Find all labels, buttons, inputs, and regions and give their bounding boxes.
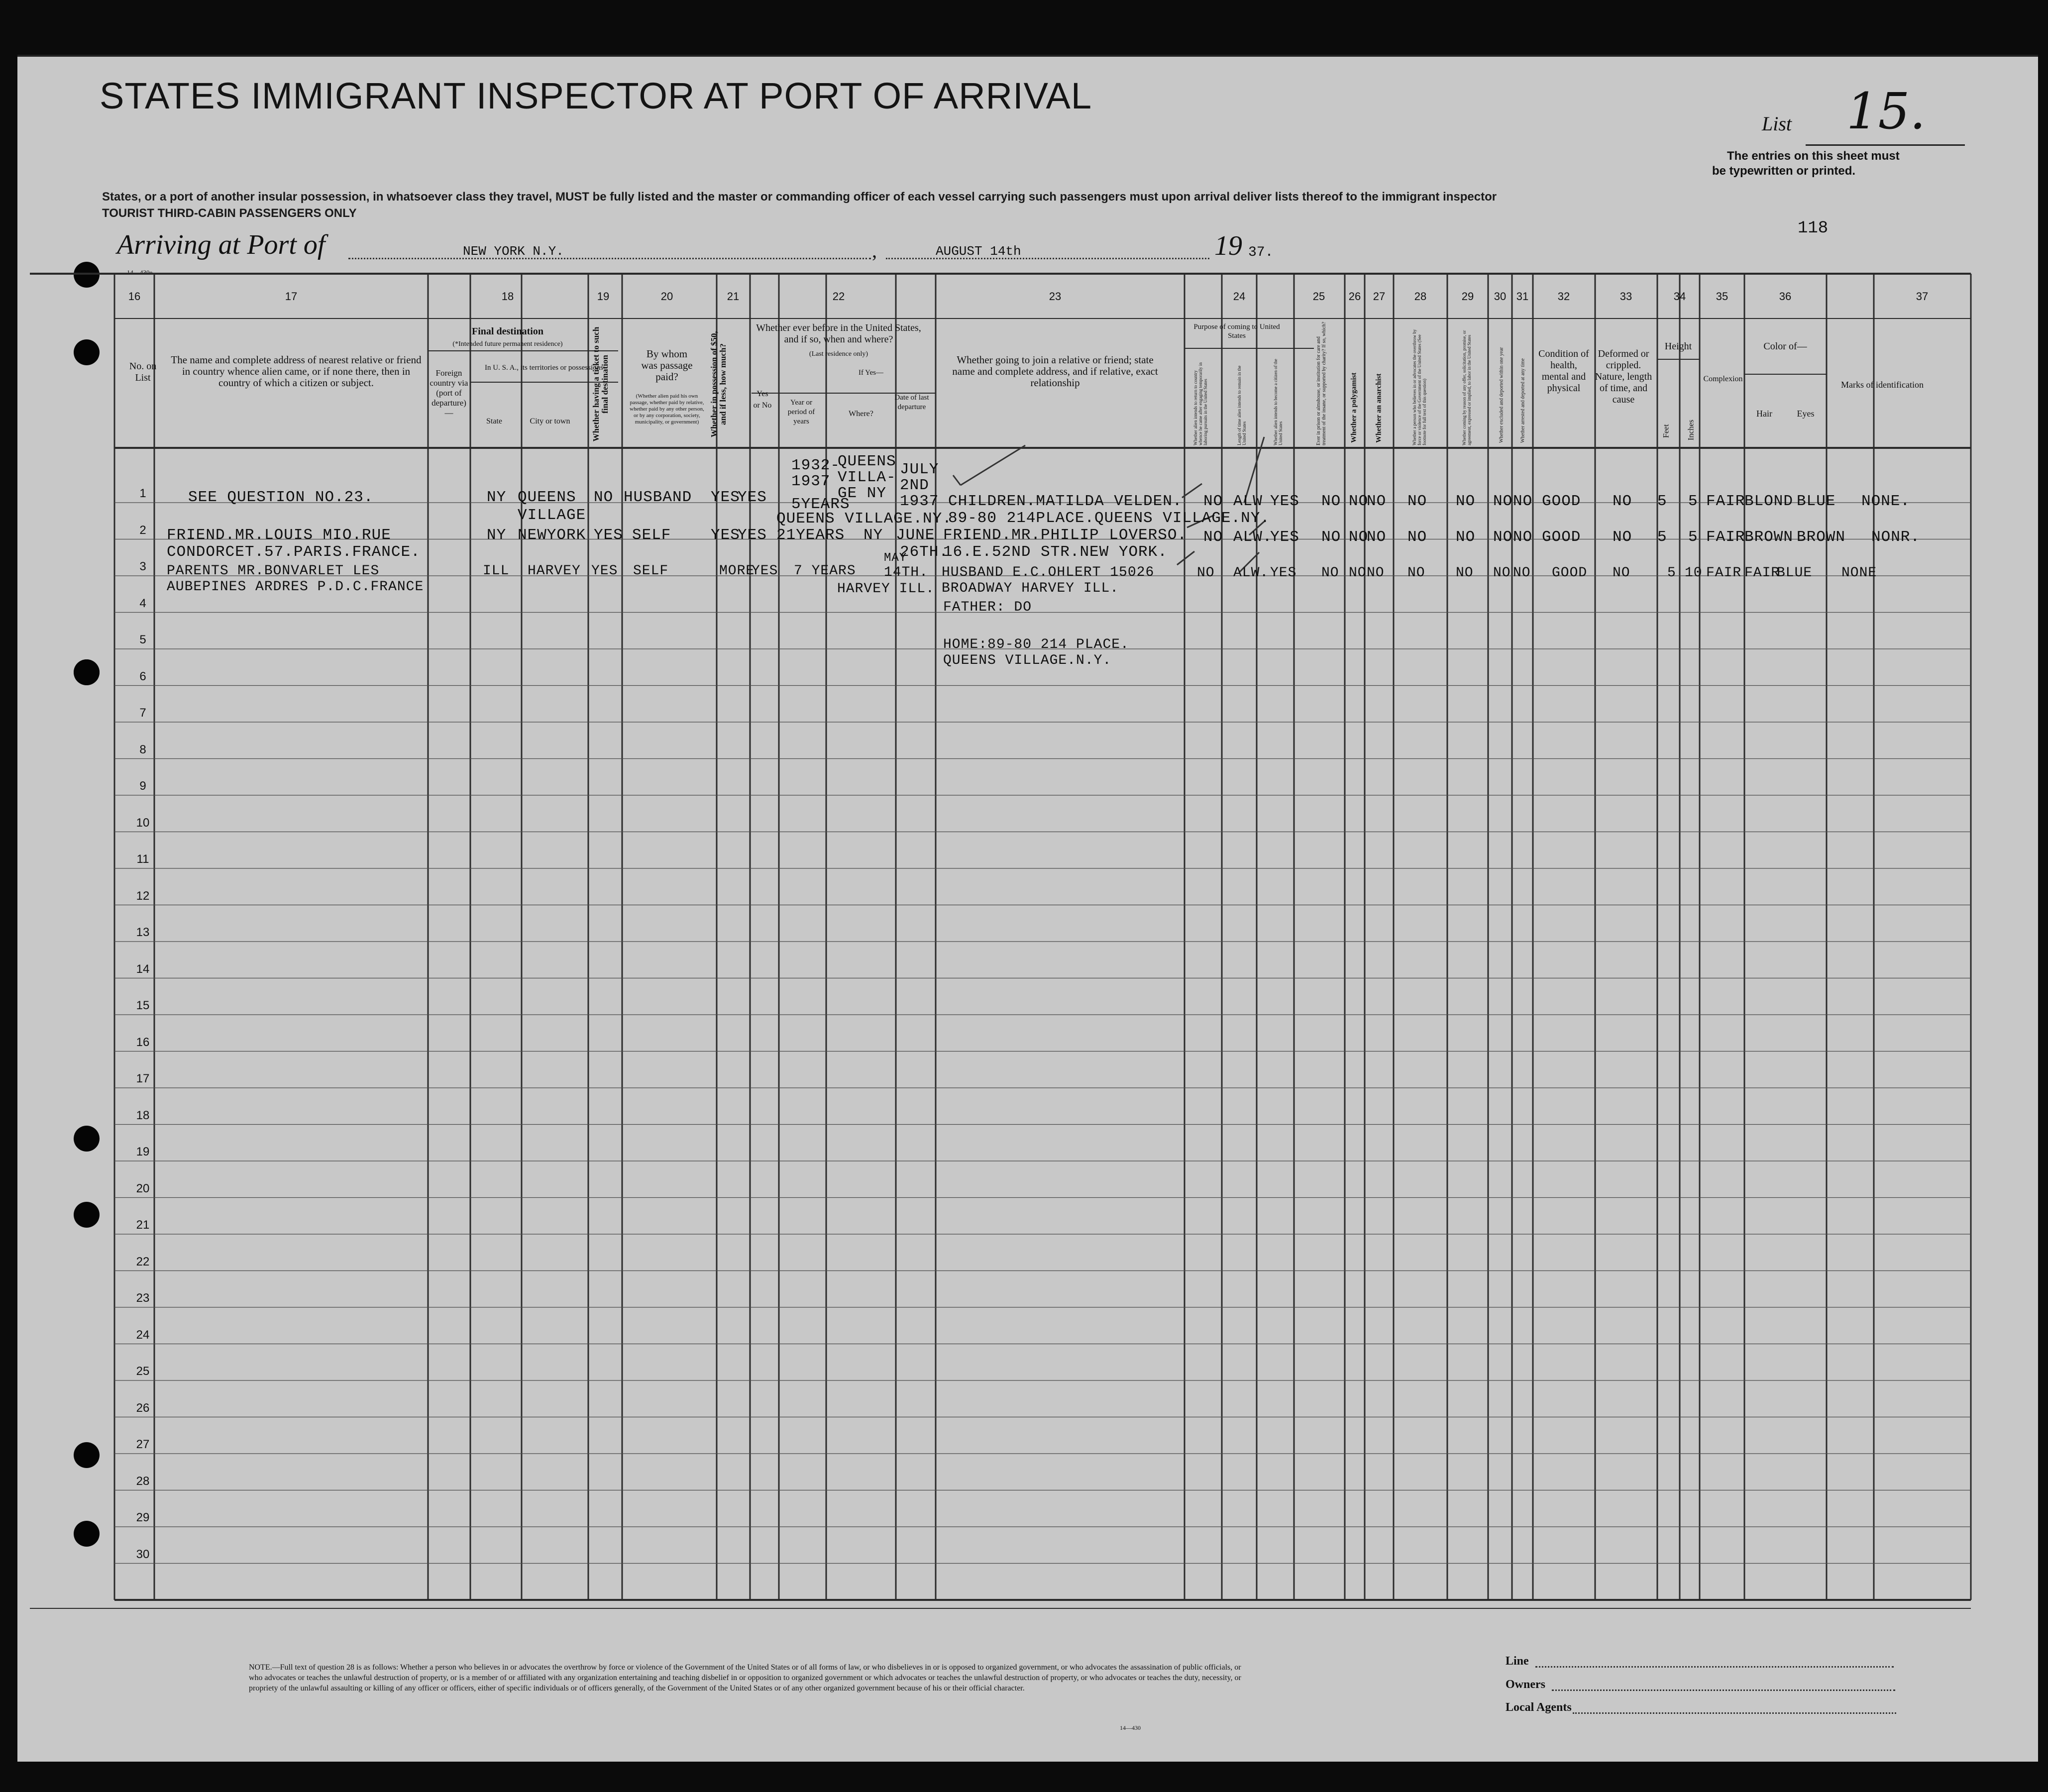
row-number: 13: [136, 926, 150, 939]
r2-complexion: FAIR: [1706, 528, 1745, 546]
r2-28: NO: [1407, 528, 1427, 546]
row-number: 11: [136, 852, 149, 866]
r1-24a: NO: [1203, 493, 1223, 510]
r2-eyes: BROWN: [1797, 528, 1846, 546]
entries-note-1: The entries on this sheet must: [1727, 149, 1900, 163]
r3-before-yn: YES: [752, 563, 778, 579]
column-number: 31: [1516, 290, 1529, 303]
col-37-header: Marks of identification: [1841, 380, 1924, 390]
col-18-city: City or town: [530, 417, 570, 425]
r2-feet: 5: [1657, 528, 1667, 546]
subtitle-line-1: States, or a port of another insular possession, in whatsoever class they travel, MUST be fully listed and the master or commanding officer of each vessel carrying such passengers must upon arrival deliver lists thereof to the immigrant inspector: [102, 190, 1497, 204]
page-title: STATES IMMIGRANT INSPECTOR AT PORT OF ARRIVAL: [100, 75, 1092, 116]
col-21-header: Whether in possession of $50, and if less, how much?: [709, 331, 728, 437]
r2-before-date-2: 26TH.: [900, 543, 949, 561]
r3-25: NO: [1321, 565, 1339, 581]
col-19-header: Whether having a ticket to such final destination: [591, 326, 610, 442]
r3-marks: NONE: [1841, 565, 1877, 581]
col-26-header: Whether a polygamist: [1350, 372, 1358, 443]
col-20-note: (Whether alien paid his own passage, whether paid by relative, whether paid by any other person, or by any corporation, society, municipality, or government): [630, 393, 704, 425]
col-23-header: Whether going to join a relative or friend; state name and complete address, and if relative, exact relationship: [952, 354, 1158, 389]
owners-label: Owners: [1506, 1678, 1545, 1691]
r2-before-years-2: 21YEARS: [776, 527, 845, 544]
owners-field: [1552, 1689, 1895, 1691]
r3-city: HARVEY: [528, 563, 581, 579]
col-29-header: Whether coming by reason of any offer, solicitation, promise, or agreement, expressed or implied, to labor in the United States: [1462, 330, 1472, 445]
r3-join-3: FATHER: DO: [943, 600, 1032, 615]
r3-join-5: QUEENS VILLAGE.N.Y.: [943, 653, 1112, 668]
r3-paid-by: SELF: [633, 563, 669, 579]
row-number: 1: [139, 487, 146, 500]
r2-state: NY: [487, 527, 507, 544]
r3-before-date-2: 14TH.: [884, 565, 929, 580]
col-27-header: Whether an anarchist: [1375, 373, 1383, 443]
col-18-usa: In U. S. A., its territories or possessions: [485, 364, 603, 372]
footer-form-code: 14—430: [1120, 1724, 1141, 1731]
list-label: List: [1762, 112, 1792, 135]
r1-before-where-2: VILLA-: [838, 469, 896, 486]
column-number: 30: [1494, 290, 1507, 303]
col-22-ifyes: If Yes—: [858, 369, 883, 377]
r2-31: NO: [1513, 528, 1533, 546]
column-number: 29: [1461, 290, 1474, 303]
row-number: 22: [136, 1255, 150, 1268]
col-36-eyes: Eyes: [1797, 409, 1815, 419]
column-number: 17: [285, 290, 298, 303]
row-number: 21: [136, 1218, 150, 1232]
r2-before-where-1: QUEENS VILLAGE.NY.: [776, 510, 952, 527]
r1-relative: SEE QUESTION NO.23.: [188, 489, 374, 506]
row-number: 28: [136, 1474, 150, 1488]
col-20-header: By whom was passage paid?: [641, 348, 693, 383]
r3-money: MORE: [719, 563, 755, 579]
row-number: 4: [139, 596, 146, 610]
r1-24c: YES: [1270, 493, 1299, 510]
r2-27: NO: [1367, 528, 1387, 546]
column-number: 32: [1557, 290, 1570, 303]
r1-before-where-1: QUEENS: [838, 453, 896, 470]
col-35-header: Complexion: [1703, 375, 1743, 383]
row-number: 8: [139, 742, 146, 756]
col-22-header: Whether ever before in the United States, and if so, when and where?: [756, 322, 921, 345]
r3-feet: 5: [1667, 565, 1676, 581]
r3-join-2: BROADWAY HARVEY ILL.: [942, 581, 1119, 596]
r2-before-yn: YES: [738, 527, 767, 544]
row-number: 27: [136, 1438, 150, 1451]
row-number: 7: [139, 706, 146, 720]
col-32-header: Condition of health, mental and physical: [1538, 348, 1589, 394]
col-36-hair: Hair: [1756, 409, 1772, 419]
r2-30: NO: [1493, 528, 1513, 546]
year-suffix: 37.: [1248, 245, 1274, 260]
col-18-foreign: Foreign country via (port of departure)—: [430, 368, 468, 418]
r3-29: NO: [1456, 565, 1474, 581]
r1-27: NO: [1367, 493, 1387, 510]
r1-ticket: NO: [594, 489, 614, 506]
r2-relative-2: CONDORCET.57.PARIS.FRANCE.: [167, 543, 421, 561]
r2-before-date-1: JUNE: [896, 527, 935, 544]
r3-24c: YES: [1270, 565, 1297, 581]
agents-label: Local Agents: [1506, 1701, 1572, 1714]
column-number: 16: [128, 290, 141, 303]
row-number: 19: [136, 1145, 150, 1159]
row-number: 9: [139, 779, 146, 793]
row-number: 15: [136, 999, 150, 1012]
r3-24b: ALW.: [1233, 565, 1269, 581]
row-number: 26: [136, 1401, 150, 1415]
r3-27: NO: [1367, 565, 1385, 581]
r1-city-2: VILLAGE: [518, 507, 586, 524]
r2-26: NO: [1349, 528, 1369, 546]
r3-31: NO: [1513, 565, 1531, 581]
col-18-state: State: [486, 417, 502, 425]
col-28-header: Whether a person who believes in or advocates the overthrow by force or violence of the Government of the United States (See footnote for full text of this question): [1412, 329, 1427, 445]
r3-before-date-1: MAY: [884, 551, 907, 565]
r2-marks: NONR.: [1871, 528, 1921, 546]
r3-health: GOOD: [1552, 565, 1588, 581]
r2-24c: YES: [1270, 528, 1299, 546]
footnote: NOTE.—Full text of question 28 is as follows: Whether a person who believes in or advocates the overthrow by force or violence of the Government of the United States or of all forms of law, or who disbelieves in or is opposed to organized government, or who advocates the assassination of public officials, or who advocates or teaches the unlawful destruction of property, or is a member of or affiliated with any organization entertaining and teaching disbelief in or opposition to organized government or which advocates or teaches the unlawful destruction of property, or who advocates or teaches the duty, necessity, or propriety of the unlawful assaulting or killing of any officer or officers, either of specific individuals or of officers generally, of the Government of the United States or of any other organized government because of his or their official character.: [249, 1663, 1241, 1692]
r2-29: NO: [1456, 528, 1476, 546]
r2-inches: 5: [1688, 528, 1698, 546]
r2-ticket: YES: [594, 527, 623, 544]
col-25-header: Ever in prison or almshouse, or institution for care and treatment of the insane, or supported by charity? If so, which?: [1316, 321, 1327, 445]
column-number: 34: [1673, 290, 1686, 303]
r1-paid-by: HUSBAND: [624, 489, 692, 506]
col-34-header: Height: [1664, 341, 1692, 352]
line-field: [1535, 1666, 1894, 1668]
row-number: 12: [136, 889, 150, 903]
r1-29: NO: [1456, 493, 1476, 510]
r3-state: ILL: [483, 563, 510, 579]
row-number: 17: [136, 1072, 150, 1085]
r3-deformed: NO: [1613, 565, 1630, 581]
r3-24a: NO: [1197, 565, 1215, 581]
port-value: NEW YORK N.Y.: [463, 244, 564, 259]
col-18-note: (*Intended future permanent residence): [452, 340, 563, 348]
r1-hair: BLOND: [1744, 493, 1794, 510]
column-number: 33: [1619, 290, 1632, 303]
r1-state: NY: [487, 489, 507, 506]
column-number: 27: [1373, 290, 1386, 303]
line-label: Line: [1506, 1655, 1529, 1668]
r1-money: YES: [711, 489, 740, 506]
r3-hair: FAIR: [1744, 565, 1780, 581]
column-number: 24: [1233, 290, 1246, 303]
r1-26: NO: [1349, 493, 1369, 510]
r1-health: GOOD: [1542, 493, 1581, 510]
subtitle-line-2: TOURIST THIRD-CABIN PASSENGERS ONLY: [102, 207, 357, 220]
r2-25: NO: [1321, 528, 1341, 546]
column-number: 19: [597, 290, 610, 303]
col-22-where: Where?: [849, 410, 873, 418]
row-number: 23: [136, 1291, 150, 1305]
list-number: 15.: [1846, 82, 1926, 140]
col-24-b: Length of time alien intends to remain in the United States: [1237, 365, 1247, 445]
r2-deformed: NO: [1613, 528, 1632, 546]
row-number: 29: [136, 1511, 150, 1524]
column-number: 26: [1348, 290, 1361, 303]
column-number: 23: [1049, 290, 1062, 303]
col-22-yn: Yes or No: [753, 390, 772, 410]
r1-join-2: 89-80 214PLACE.QUEENS VILLAGE.NY.: [948, 510, 1270, 527]
row-number: 6: [139, 669, 146, 683]
r3-30: NO: [1493, 565, 1511, 581]
r3-ticket: YES: [591, 563, 618, 579]
r1-before-yn: YES: [738, 489, 767, 506]
column-number: 37: [1916, 290, 1929, 303]
r3-inches: 10: [1685, 565, 1703, 581]
row-number: 30: [136, 1547, 150, 1561]
col-18-header: Final destination: [472, 326, 543, 337]
row-number: 18: [136, 1108, 150, 1122]
r1-city-1: QUEENS: [518, 489, 576, 506]
r1-before-where-3: GE NY: [838, 485, 887, 502]
r2-city: NEWYORK: [518, 527, 586, 544]
col-24-header: Purpose of coming to United States: [1193, 323, 1280, 340]
col-36-header: Color of—: [1763, 341, 1807, 352]
arriving-label: Arriving at Port of: [117, 229, 325, 260]
r1-marks: NONE.: [1861, 493, 1911, 510]
r1-before-years-2: 1937: [791, 473, 831, 490]
date-value: AUGUST 14th: [936, 244, 1021, 259]
r1-before-date-3: 1937: [900, 493, 939, 510]
row-number: 5: [139, 633, 146, 646]
r2-join-1: FRIEND.MR.PHILIP LOVERSO.: [943, 527, 1187, 544]
r3-complexion: FAIR: [1706, 565, 1742, 581]
sheet-number: 118: [1798, 219, 1829, 238]
col-22-date: Date of last departure: [894, 394, 929, 411]
r1-31: NO: [1513, 493, 1533, 510]
r2-24a: NO: [1203, 528, 1223, 546]
r3-28: NO: [1407, 565, 1425, 581]
r3-eyes: BLUE: [1777, 565, 1813, 581]
col-24-c: Whether alien intends to become a citizen of the United States: [1273, 359, 1283, 445]
col-31-header: Whether arrested and deported at any time: [1520, 358, 1526, 443]
r2-money: YES: [711, 527, 740, 544]
r1-deformed: NO: [1613, 493, 1632, 510]
entries-note-2: be typewritten or printed.: [1712, 164, 1856, 178]
column-number: 20: [660, 290, 673, 303]
r1-30: NO: [1493, 493, 1513, 510]
col-30-header: Whether excluded and deported within one year: [1499, 347, 1505, 443]
r1-inches: 5: [1688, 493, 1698, 510]
col-24-a: Whether alien intends to return to country whence he came after engaging temporarily in laboring pursuits in the United States: [1193, 362, 1208, 445]
col-34-inches: Inches: [1687, 420, 1696, 440]
col-22-note: (Last residence only): [809, 350, 868, 358]
r2-join-2: 16.E.52ND STR.NEW YORK.: [943, 543, 1168, 561]
form-code: 14—430e: [127, 269, 153, 276]
column-number: 36: [1779, 290, 1792, 303]
r1-before-date-1: JULY: [900, 461, 939, 478]
row-number: 3: [139, 560, 146, 573]
r2-relative-1: FRIEND.MR.LOUIS MIO.RUE: [167, 527, 391, 544]
comma: ,: [872, 239, 877, 262]
r3-join-1: HUSBAND E.C.OHLERT 15026: [942, 565, 1155, 580]
r3-relative-2: AUBEPINES ARDRES P.D.C.FRANCE: [167, 579, 424, 595]
column-number: 25: [1312, 290, 1325, 303]
column-number: 21: [727, 290, 740, 303]
r2-health: GOOD: [1542, 528, 1581, 546]
r1-complexion: FAIR: [1706, 493, 1745, 510]
row-number: 20: [136, 1181, 150, 1195]
r1-28: NO: [1407, 493, 1427, 510]
r1-feet: 5: [1657, 493, 1667, 510]
row-number: 16: [136, 1035, 150, 1049]
r3-26: NO: [1349, 565, 1367, 581]
r1-eyes: BLUE: [1797, 493, 1836, 510]
row-number: 25: [136, 1365, 150, 1378]
r3-relative-1: PARENTS MR.BONVARLET LES: [167, 563, 380, 579]
row-number: 14: [136, 962, 150, 976]
column-number: 35: [1716, 290, 1728, 303]
row-number: 10: [136, 816, 150, 830]
r1-24b: ALW: [1233, 493, 1263, 510]
r3-before-years: 7 YEARS: [794, 563, 856, 579]
agents-field: [1573, 1712, 1896, 1714]
col-34-feet: Feet: [1662, 424, 1671, 438]
r2-24b: ALW.: [1233, 528, 1273, 546]
col-33-header: Deformed or crippled. Nature, length of time, and cause: [1595, 348, 1652, 405]
r3-join-4: HOME:89-80 214 PLACE.: [943, 637, 1129, 652]
r2-hair: BROWN: [1744, 528, 1794, 546]
r2-before-years-1: 5YEARS: [791, 496, 850, 513]
col-17-header: The name and complete address of nearest relative or friend in country whence alien came, or if none there, then in country of which a citizen or subject.: [171, 354, 422, 389]
col-22-year: Year or period of years: [787, 399, 815, 425]
year-prefix: 19: [1214, 230, 1242, 261]
r2-before-where-2: NY: [863, 527, 883, 544]
r3-before-where: HARVEY ILL.: [837, 581, 935, 597]
r1-before-years-1: 1932-: [791, 457, 841, 474]
column-number: 22: [832, 290, 845, 303]
r1-before-date-2: 2ND: [900, 477, 929, 494]
column-number: 28: [1414, 290, 1427, 303]
r2-paid-by: SELF: [632, 527, 671, 544]
row-number: 2: [139, 523, 146, 537]
r1-25: NO: [1321, 493, 1341, 510]
row-number: 24: [136, 1328, 150, 1342]
col-16-header: No. on List: [129, 361, 157, 383]
column-number: 18: [501, 290, 514, 303]
r1-join-1: CHILDREN.MATILDA VELDEN.: [948, 493, 1183, 510]
